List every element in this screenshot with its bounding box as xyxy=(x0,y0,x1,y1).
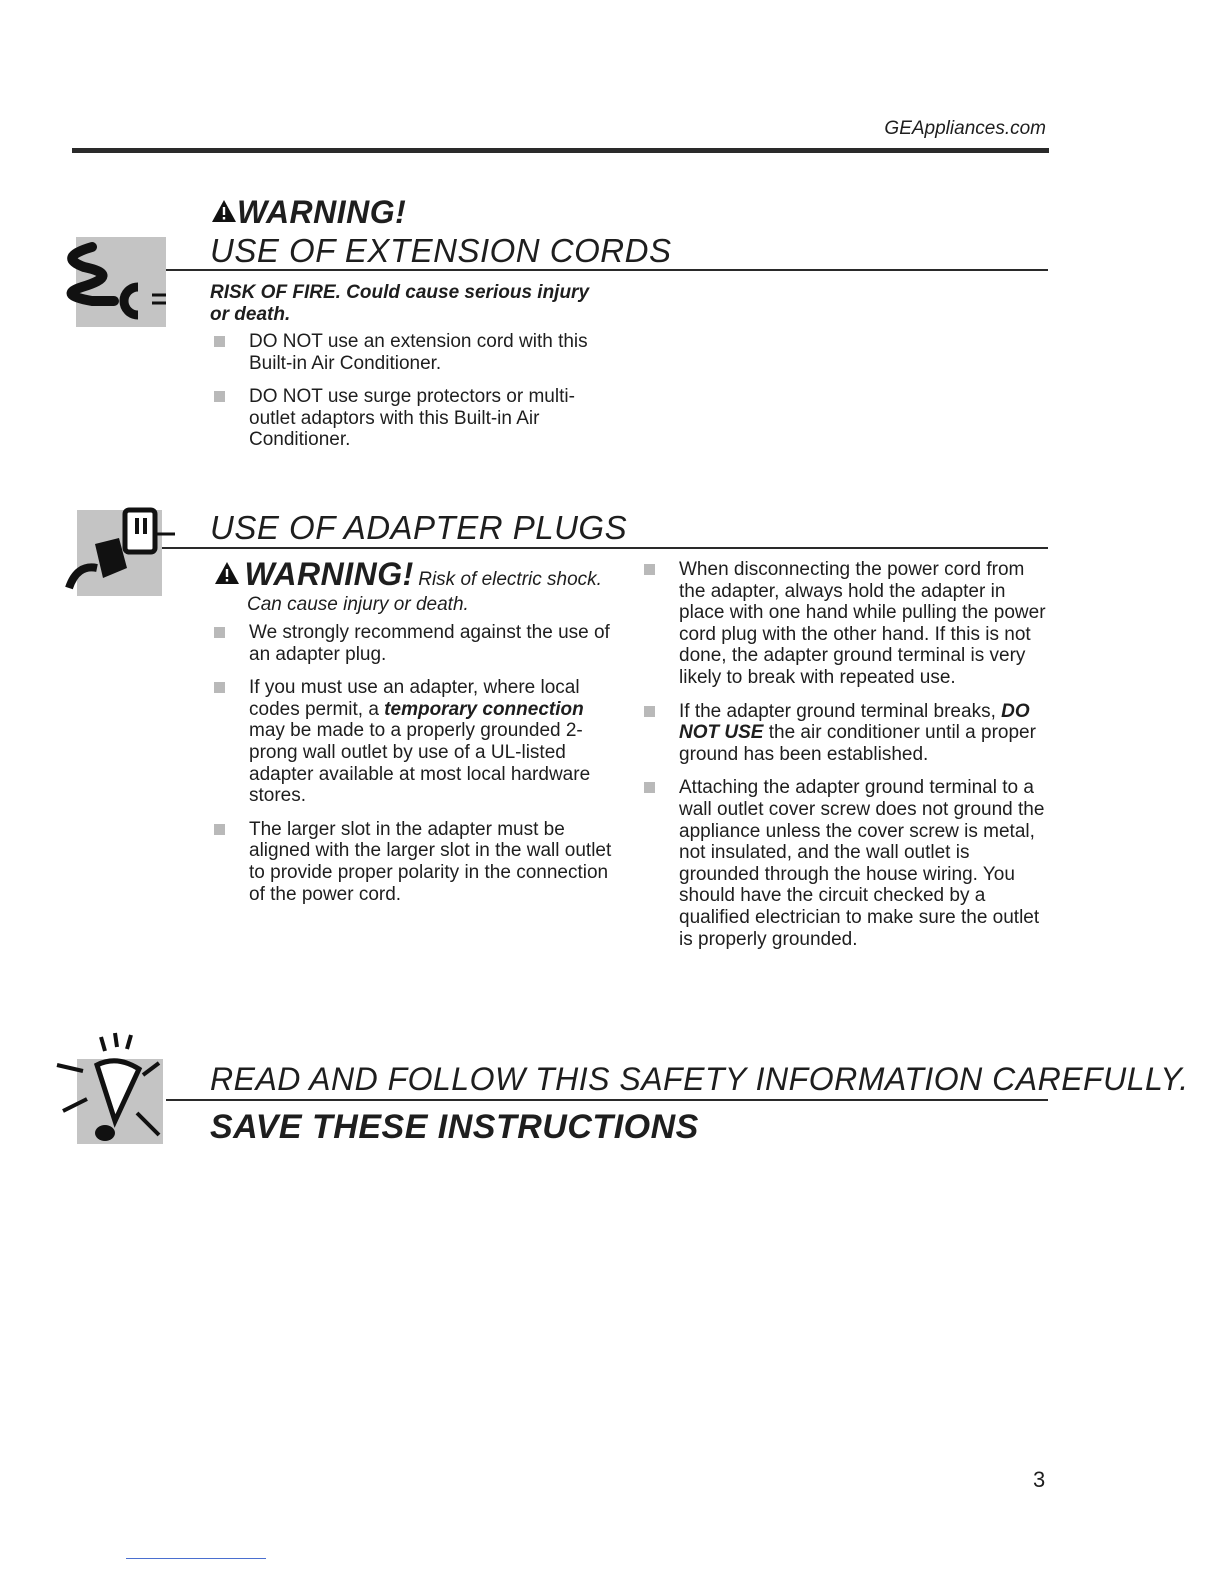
extension-warning-heading xyxy=(211,194,406,231)
extension-cord-icon xyxy=(76,237,166,327)
header-rule xyxy=(72,148,1049,153)
extension-list xyxy=(212,331,612,463)
safety-alert-icon xyxy=(77,1059,163,1144)
item-emphasis: temporary connection xyxy=(384,698,584,720)
adapter-warning-heading xyxy=(214,556,602,593)
adapter-section-title: USE OF ADAPTER PLUGS xyxy=(210,509,628,546)
adapter-warning-label: WARNING! xyxy=(244,556,414,592)
footer-line xyxy=(126,1558,266,1559)
item-emphasis: DO NOT USE xyxy=(679,700,1030,744)
extension-lead: RISK OF FIRE. Could cause serious injury or death. xyxy=(210,282,590,325)
list-item: Attaching the adapter ground terminal to a wall outlet cover screw does not ground the appliance unless the cover screw is metal, not insulated, and the wall outlet is grounded through the house wiring. You should have the circuit checked by a qualified electrician to make sure the outlet is properly grounded. xyxy=(642,777,1052,950)
list-item: The larger slot in the adapter must be aligned with the larger slot in the wall outlet to provide proper polarity in the connection of the power cord. xyxy=(212,819,617,905)
extension-section-title: USE OF EXTENSION CORDS xyxy=(210,232,672,269)
adapter-warning-sub: Can cause injury or death. xyxy=(247,594,469,615)
page-number: 3 xyxy=(1033,1467,1046,1492)
list-item xyxy=(212,677,617,807)
adapter-title-rule xyxy=(162,547,1048,549)
adapter-plug-icon xyxy=(77,510,162,596)
item-text: may be made to a properly grounded 2-prong wall outlet by use of a UL-listed adapter available at most local hardware stores. xyxy=(249,720,591,807)
adapter-warning-tail: Risk of electric shock. xyxy=(418,569,602,590)
warning-triangle-icon xyxy=(211,199,237,223)
warning-triangle-icon xyxy=(214,561,240,585)
save-instructions: SAVE THESE INSTRUCTIONS xyxy=(210,1108,699,1146)
item-text: If the adapter ground terminal breaks, xyxy=(679,700,1002,722)
item-text: the air conditioner until a proper ground has been established. xyxy=(679,722,1036,765)
item-text: If you must use an adapter, where local codes permit, a xyxy=(249,677,580,720)
list-item: DO NOT use surge protectors or multi-outlet adaptors with this Built-in Air Conditioner. xyxy=(212,386,612,451)
adapter-right-list xyxy=(642,559,1052,962)
list-item: DO NOT use an extension cord with this Built-in Air Conditioner. xyxy=(212,331,612,374)
adapter-left-list xyxy=(212,622,617,917)
closing-rule xyxy=(166,1099,1048,1101)
list-item xyxy=(642,701,1052,766)
extension-title-rule xyxy=(166,269,1048,271)
list-item: When disconnecting the power cord from the adapter, always hold the adapter in place with one hand while pulling the power cord plug with the other hand. If this is not done, the adapter ground terminal is very likely to break with repeated use. xyxy=(642,559,1052,689)
site-url: GEAppliances.com xyxy=(884,118,1046,139)
list-item: We strongly recommend against the use of an adapter plug. xyxy=(212,622,617,665)
read-and-follow: READ AND FOLLOW THIS SAFETY INFORMATION CAREFULLY. xyxy=(210,1061,1189,1097)
extension-warning-label: WARNING! xyxy=(237,194,407,230)
